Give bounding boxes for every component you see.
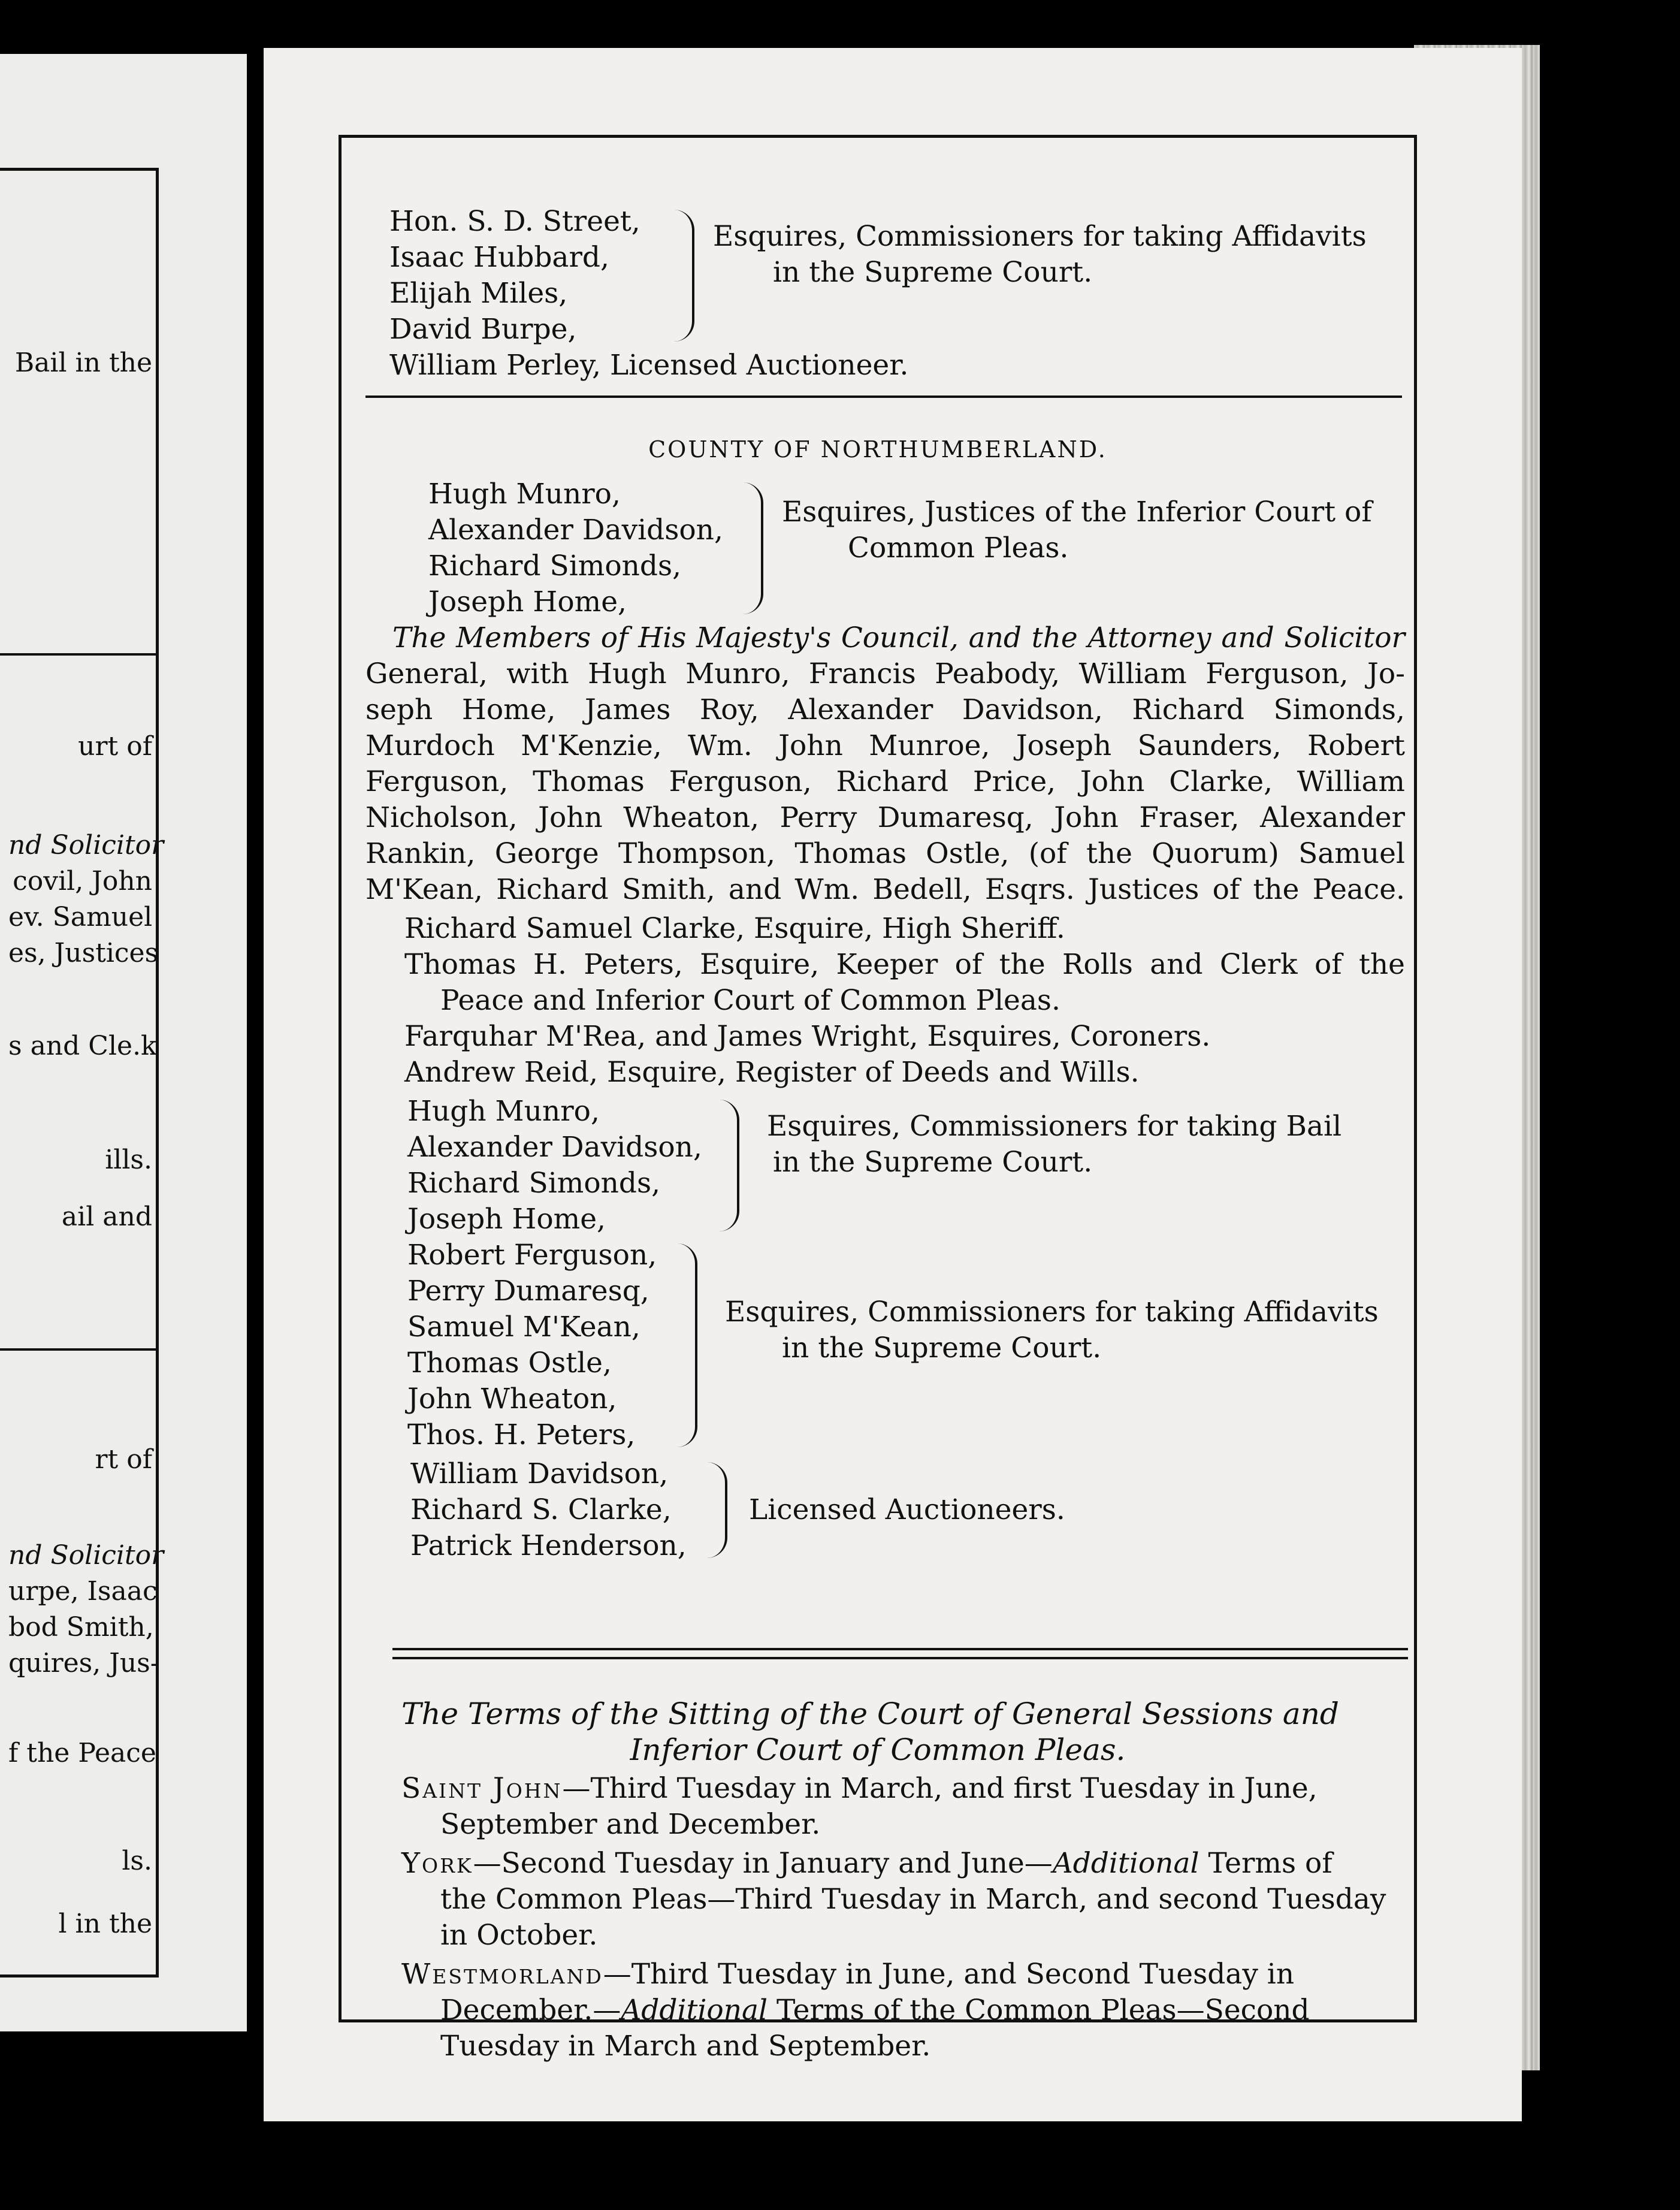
left-page-frame	[0, 168, 164, 1977]
brace	[707, 1462, 727, 1558]
term-york	[401, 1846, 1332, 1882]
left-fragment: bod Smith,	[8, 1612, 154, 1643]
term-text: —Third Tuesday in June, and Second Tuesday in	[603, 1958, 1295, 1991]
left-page	[0, 54, 247, 2031]
council-line: Rankin, George Thompson, Thomas Ostle, (of the Quorum) Samuel	[365, 837, 1405, 870]
name-entry: Isaac Hubbard,	[389, 241, 609, 274]
brace	[674, 210, 694, 342]
keeper-line: Peace and Inferior Court of Common Pleas.	[440, 984, 1060, 1017]
term-text: Terms of the Common Pleas—Second	[768, 1994, 1310, 2027]
term-text: September and December.	[440, 1808, 821, 1841]
council-line: seph Home, James Roy, Alexander Davidson, Richard Simonds,	[365, 693, 1405, 726]
term-text: December.—	[440, 1994, 621, 2027]
term-text: in October.	[440, 1919, 598, 1952]
county-label: York	[401, 1847, 473, 1880]
term-westmorland	[401, 1957, 1294, 1992]
council-line: Murdoch M'Kenzie, Wm. John Munroe, Joseph Saunders, Robert	[365, 729, 1405, 762]
county-label: Saint John	[401, 1772, 563, 1805]
affidavit-text: in the Supreme Court.	[782, 1332, 1102, 1364]
name-entry: Richard Simonds,	[428, 550, 682, 582]
left-fragment: rt of	[95, 1444, 152, 1475]
left-fragment: nd Solicitor	[8, 1540, 164, 1571]
council-line: The Members of His Majesty's Council, and the Attorney and Solicitor	[392, 621, 1405, 654]
left-rule	[0, 1348, 156, 1351]
term-text: Terms of	[1199, 1847, 1332, 1880]
double-rule-top	[392, 1648, 1408, 1650]
term-text: —Second Tuesday in January and June—	[473, 1847, 1053, 1880]
name-entry: Richard S. Clarke,	[410, 1493, 672, 1526]
left-fragment: urpe, Isaac	[8, 1576, 158, 1607]
brace	[743, 482, 763, 614]
name-entry: Richard Simonds,	[407, 1167, 661, 1200]
bail-text: in the Supreme Court.	[773, 1146, 1093, 1179]
name-entry: Joseph Home,	[428, 585, 627, 618]
left-fragment: l in the	[58, 1909, 152, 1939]
left-fragment: covil, John	[13, 866, 152, 896]
left-fragment: es, Justices	[8, 938, 159, 968]
name-entry: Thomas Ostle,	[407, 1346, 612, 1379]
auctioneers-text: Licensed Auctioneers.	[749, 1493, 1065, 1526]
name-entry: Alexander Davidson,	[428, 514, 723, 547]
term-text: Additional	[1052, 1847, 1199, 1880]
commission-text: in the Supreme Court.	[773, 256, 1093, 289]
name-entry: Samuel M'Kean,	[407, 1311, 640, 1343]
term-text: the Common Pleas—Third Tuesday in March, and second Tuesday	[440, 1883, 1386, 1916]
county-heading: COUNTY OF NORTHUMBERLAND.	[648, 436, 1107, 463]
council-line: Ferguson, Thomas Ferguson, Richard Price, John Clarke, William	[365, 765, 1405, 798]
council-line: General, with Hugh Munro, Francis Peabody, William Ferguson, Jo-	[365, 657, 1405, 690]
brace	[719, 1100, 739, 1231]
name-entry: Robert Ferguson,	[407, 1239, 657, 1272]
sheriff-line: Richard Samuel Clarke, Esquire, High Sheriff.	[404, 912, 1065, 945]
justices-text: Common Pleas.	[848, 532, 1069, 564]
left-rule	[0, 653, 156, 656]
register-line: Andrew Reid, Esquire, Register of Deeds and Wills.	[404, 1056, 1140, 1089]
name-entry: Hugh Munro,	[407, 1095, 600, 1128]
name-entry: Patrick Henderson,	[410, 1529, 687, 1562]
name-entry: Elijah Miles,	[389, 277, 568, 310]
name-entry: Hugh Munro,	[428, 478, 621, 511]
name-entry: John Wheaton,	[407, 1382, 617, 1415]
council-line: M'Kean, Richard Smith, and Wm. Bedell, Esqrs. Justices of the Peace.	[365, 873, 1405, 906]
page-border	[339, 135, 1417, 2063]
left-fragment: urt of	[78, 731, 152, 762]
auctioneer-line: William Perley, Licensed Auctioneer.	[389, 349, 909, 382]
name-entry: David Burpe,	[389, 313, 577, 346]
left-fragment: ev. Samuel	[8, 902, 153, 932]
left-fragment: Bail in the	[14, 348, 152, 378]
name-entry: Thos. H. Peters,	[407, 1418, 636, 1451]
coroners-line: Farquhar M'Rea, and James Wright, Esquires, Coroners.	[404, 1020, 1211, 1053]
name-entry: Perry Dumaresq,	[407, 1275, 649, 1308]
keeper-line: Thomas H. Peters, Esquire, Keeper of the Rolls and Clerk of the	[404, 948, 1405, 981]
term-text: Additional	[621, 1994, 768, 2027]
term-westmorland-line2	[440, 1992, 1310, 2028]
name-entry: Joseph Home,	[407, 1203, 606, 1236]
double-rule-bottom	[392, 1657, 1408, 1659]
justices-text: Esquires, Justices of the Inferior Court of	[782, 496, 1372, 529]
council-line: Nicholson, John Wheaton, Perry Dumaresq, John Fraser, Alexander	[365, 801, 1405, 834]
affidavit-text: Esquires, Commissioners for taking Affidavits	[725, 1296, 1379, 1329]
term-text: —Third Tuesday in March, and first Tuesday in June,	[562, 1772, 1318, 1805]
left-fragment: ail and	[61, 1201, 152, 1232]
bail-text: Esquires, Commissioners for taking Bail	[767, 1110, 1342, 1143]
name-entry: Alexander Davidson,	[407, 1131, 702, 1164]
left-fragment: ls.	[122, 1846, 152, 1876]
commission-text: Esquires, Commissioners for taking Affidavits	[713, 220, 1367, 253]
left-fragment: ills.	[105, 1145, 152, 1175]
left-fragment: s and Cle.k	[8, 1031, 157, 1061]
name-entry: Hon. S. D. Street,	[389, 205, 640, 238]
left-fragment: quires, Jus-	[8, 1648, 159, 1678]
term-saint-john	[401, 1771, 1318, 1807]
left-fragment: f the Peace	[8, 1738, 156, 1768]
county-label: Westmorland	[401, 1958, 603, 1991]
brace	[677, 1243, 697, 1447]
left-fragment: nd Solicitor	[8, 830, 164, 861]
section-rule	[365, 395, 1402, 398]
name-entry: William Davidson,	[410, 1457, 669, 1490]
terms-title: Inferior Court of Common Pleas.	[630, 1732, 1126, 1767]
term-text: Tuesday in March and September.	[440, 2030, 931, 2063]
terms-title: The Terms of the Sitting of the Court of General Sessions and	[401, 1696, 1339, 1731]
